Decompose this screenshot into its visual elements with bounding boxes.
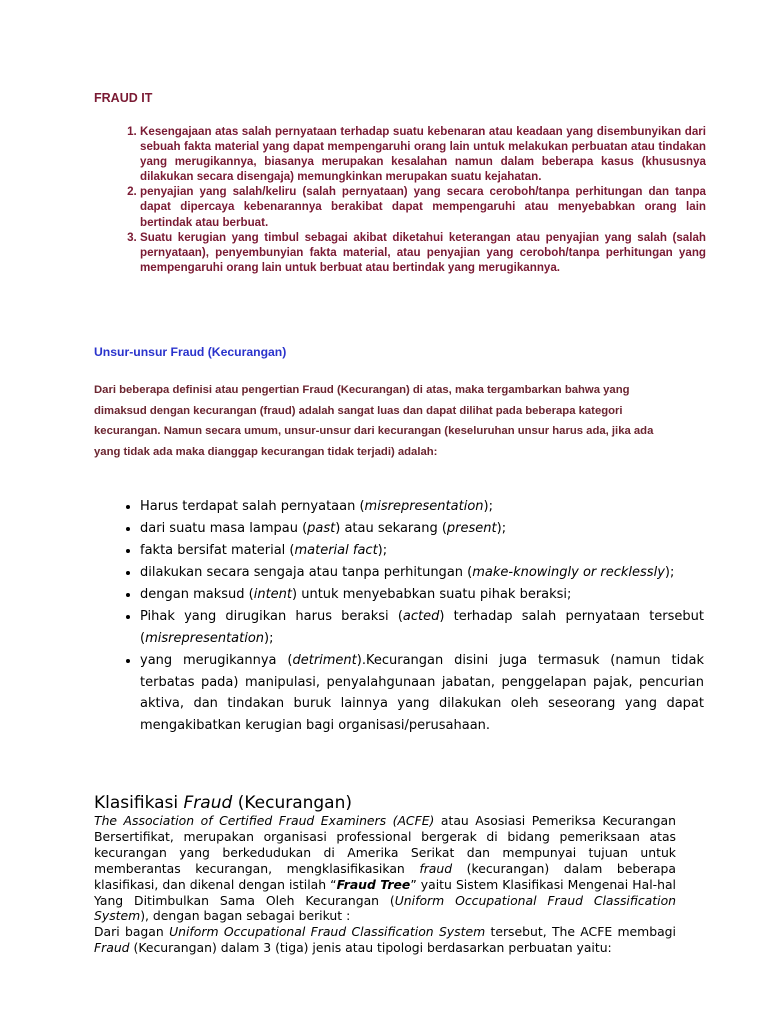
item-term: intent — [253, 587, 293, 603]
term-fraud-tree: Fraud Tree — [336, 876, 411, 892]
item-text: dengan maksud ( — [140, 587, 254, 603]
list-item — [140, 606, 704, 649]
klasifikasi-body — [94, 813, 676, 956]
fraud-definitions-list — [110, 124, 706, 275]
term-uofcs: Uniform Occupational Fraud Classification System — [169, 924, 486, 940]
item-term: misrepresentation — [145, 631, 265, 647]
heading-term: Fraud — [183, 793, 233, 813]
term-fraud: Fraud — [94, 940, 130, 956]
klasifikasi-paragraph-2 — [94, 924, 676, 956]
item-text: ); — [377, 543, 388, 559]
heading-klasifikasi-fraud — [94, 793, 352, 813]
list-item — [140, 496, 704, 518]
item-text: yang merugikannya ( — [140, 653, 293, 669]
paragraph-text: tersebut, The ACFE membagi — [485, 924, 676, 940]
acfe-name: The Association of Certified Fraud Examiners (ACFE) — [94, 813, 435, 828]
paragraph-text: atau Asosiasi Pemeriksa Kecurangan Bersertifikat, merupakan organisasi professional bergerak di bidang pemeriksaan atas kecurangan yang berkedudukan di Amerika Serikat dan mempunyai tujuan untuk memberantas kecurangan, mengklasifikasikan — [94, 813, 676, 876]
fraud-elements-list — [112, 496, 704, 737]
item-text: dari suatu masa lampau ( — [140, 521, 308, 537]
heading-unsur-fraud: Unsur-unsur Fraud (Kecurangan) — [94, 345, 287, 359]
item-text: Harus terdapat salah pernyataan ( — [140, 499, 365, 514]
list-item — [140, 562, 704, 584]
definition-item: 3. Suatu kerugian yang timbul sebagai akibat diketahui keterangan atau penyajian yang salah (salah pernyataan), penyembunyian fakta material, atau penyajian yang ceroboh/tanpa perhitungan yang mempengaruhi orang lain untuk berbuat atau bertindak yang merugikannya. — [140, 230, 706, 275]
item-text: ); — [496, 521, 507, 537]
item-term: make-knowingly or recklessly — [472, 565, 665, 581]
term-uofcs: Uniform Occupational Fraud Classification System — [94, 892, 676, 924]
heading-text: Klasifikasi — [94, 793, 184, 813]
list-item — [140, 518, 704, 540]
item-term: detriment — [292, 653, 357, 669]
paragraph-text: Dari bagan — [94, 924, 170, 940]
list-item — [140, 650, 704, 736]
heading-text: (Kecurangan) — [232, 793, 353, 813]
unsur-intro-paragraph: Dari beberapa definisi atau pengertian Fraud (Kecurangan) di atas, maka tergambarkan bahwa yang dimaksud dengan kecurangan (fraud) adalah sangat luas dan dapat dilihat pada beberapa kategori kecurangan. Namun secara umum, unsur-unsur dari kecurangan (keseluruhan unsur harus ada, jika ada yang tidak ada maka dianggap kecurangan tidak terjadi) adalah: — [94, 384, 654, 458]
term-fraud: fraud — [419, 860, 453, 876]
item-term: past — [307, 521, 336, 537]
heading-fraud-it: FRAUD IT — [94, 91, 153, 105]
list-item — [140, 584, 704, 606]
paragraph-text: ” yaitu Sistem Klasifikasi Mengenai Hal-hal Yang Ditimbulkan Sama Oleh Kecurangan ( — [94, 876, 676, 908]
item-text: ) atau sekarang ( — [335, 521, 447, 537]
item-text: ); — [483, 499, 493, 514]
item-term: material fact — [294, 543, 378, 559]
paragraph-text: (Kecurangan) dalam 3 (tiga) jenis atau tipologi berdasarkan perbuatan yaitu: — [129, 940, 612, 956]
item-text: ) terhadap salah pernyataan tersebut ( — [140, 609, 704, 647]
klasifikasi-paragraph-1 — [94, 813, 676, 924]
item-term: present — [446, 521, 497, 537]
item-text: ); — [664, 565, 675, 581]
item-term: misrepresentation — [364, 499, 484, 514]
item-text: Pihak yang dirugikan harus beraksi ( — [140, 609, 403, 625]
item-text: ) untuk menyebabkan suatu pihak beraksi; — [292, 587, 572, 603]
item-term: acted — [402, 609, 440, 625]
list-item — [140, 540, 704, 562]
paragraph-text: (kecurangan) dalam beberapa klasifikasi, dan dikenal dengan istilah “ — [94, 860, 676, 892]
item-text: ).Kecurangan disini juga termasuk (namun tidak terbatas pada) manipulasi, penyalahgunaan jabatan, penggelapan pajak, pencurian aktiva, dan tindakan buruk lainnya yang dilakukan oleh seseorang yang dapat mengakibatkan kerugian bagi organisasi/perusahaan. — [140, 653, 704, 733]
definition-item: 2. penyajian yang salah/keliru (salah pernyataan) yang secara ceroboh/tanpa perhitungan dan tanpa dapat dipercaya kebenarannya berakibat dapat mempengaruhi atau menyebabkan orang lain bertindak atau berbuat. — [140, 184, 706, 229]
definition-item: 1. Kesengajaan atas salah pernyataan terhadap suatu kebenaran atau keadaan yang disembunyikan dari sebuah fakta material yang dapat mempengaruhi orang lain untuk melakukan perbuatan atau tindakan yang merugikannya, biasanya merupakan kesalahan namun dalam beberapa kasus (khususnya dilakukan secara disengaja) memungkinkan merupakan suatu kejahatan. — [140, 124, 706, 184]
item-text: fakta bersifat material ( — [140, 543, 295, 559]
paragraph-text: ), dengan bagan sebagai berikut : — [140, 908, 351, 924]
item-text: dilakukan secara sengaja atau tanpa perhitungan ( — [140, 565, 473, 581]
item-text: ); — [264, 631, 274, 647]
